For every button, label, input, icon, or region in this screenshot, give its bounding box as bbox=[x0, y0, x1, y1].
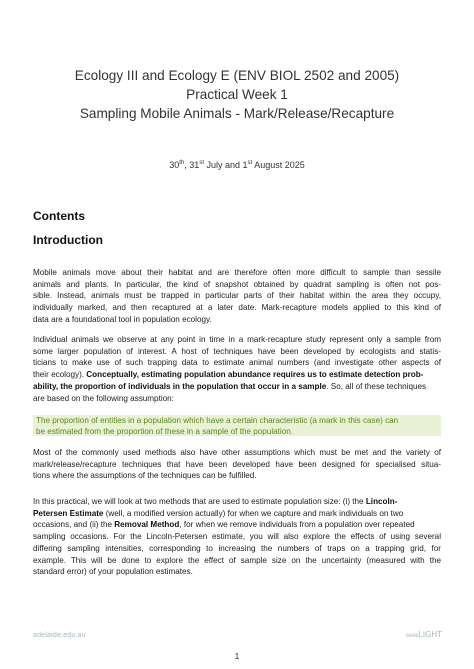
key-concept-text-cont: ability, the proportion of individuals in the population that occur in a sample bbox=[33, 381, 327, 391]
document-title bbox=[0, 66, 474, 123]
practical-week: Practical Week 1 bbox=[186, 87, 288, 102]
intro-paragraph-4: In this practical, we will look at two methods that are used to estimate population size: (i) the Lincoln- Petersen Estimate (well, a modified version actually) for when we capture and mark individuals on two occasions, and (ii) the Removal Method, for when we remove individuals from a population over repeated sampling occasions. For the Lincoln-Petersen estimate, you will also explore the effects of using several differing sampling intensities, corresponding to increasing the numbers of traps on a trapping grid, for example. This will be done to explore the effect of sample size on the uncertainty (measured with the standard error) of your population estimates. bbox=[33, 497, 441, 577]
lincoln-petersen-term-cont: Petersen Estimate bbox=[33, 508, 104, 518]
removal-method-term: Removal Method bbox=[114, 520, 180, 530]
page-number: 1 bbox=[234, 651, 240, 661]
intro-paragraph-1: Mobile animals move about their habitat and are therefore often more difficult to sample than sessile animals and plants. In particular, the kind of snapshot obtained by quadrat sampling is often not pos- sible. Instead, animals must be trapped in particular parts of their habitat within the area they occupy, individually marked, and then recaptured at a later date. Mark-recapture models applied to this kind of data are a foundational tool in population ecology. bbox=[33, 268, 441, 324]
course-title: Ecology III and Ecology E (ENV BIOL 2502 and 2005) bbox=[74, 68, 400, 83]
assumption-callout: The proportion of entities in a population which have a certain characteristic (a mark in this case) can be estimated from the proportion of these in a sample of the population. bbox=[33, 415, 441, 436]
intro-paragraph-3: Most of the commonly used methods also have other assumptions which must be met and the variety of mark/release/recapture techniques that have been developed have been designed for specialised situa- tions where the assumptions of the techniques can be fulfilled. bbox=[33, 448, 441, 481]
intro-paragraph-2: Individual animals we observe at any point in time in a mark-recapture study represent only a sample from some larger population of interest. A host of techniques have been developed by ecologists and statis- ticians to make use of such trapping data to estimate animal numbers (and investigate other aspects of their ecology). Conceptually, estimating population abundance requires us to estimate detection prob- ability, the proportion of individuals in the population that occur in a sample. So, all of these techniques are based on the following assumption: bbox=[33, 335, 441, 403]
practical-topic: Sampling Mobile Animals - Mark/Release/Recapture bbox=[79, 106, 395, 121]
footer-website: adelaide.edu.au bbox=[33, 632, 86, 639]
footer-logo: seekLIGHT bbox=[405, 630, 442, 639]
contents-heading: Contents bbox=[33, 209, 85, 223]
key-concept-text: Conceptually, estimating population abundance requires us to estimate detection prob- bbox=[86, 370, 424, 380]
introduction-heading: Introduction bbox=[33, 233, 103, 247]
lincoln-petersen-term: Lincoln- bbox=[365, 497, 398, 506]
practical-dates: 30th, 31st July and 1st August 2025 bbox=[169, 160, 305, 170]
